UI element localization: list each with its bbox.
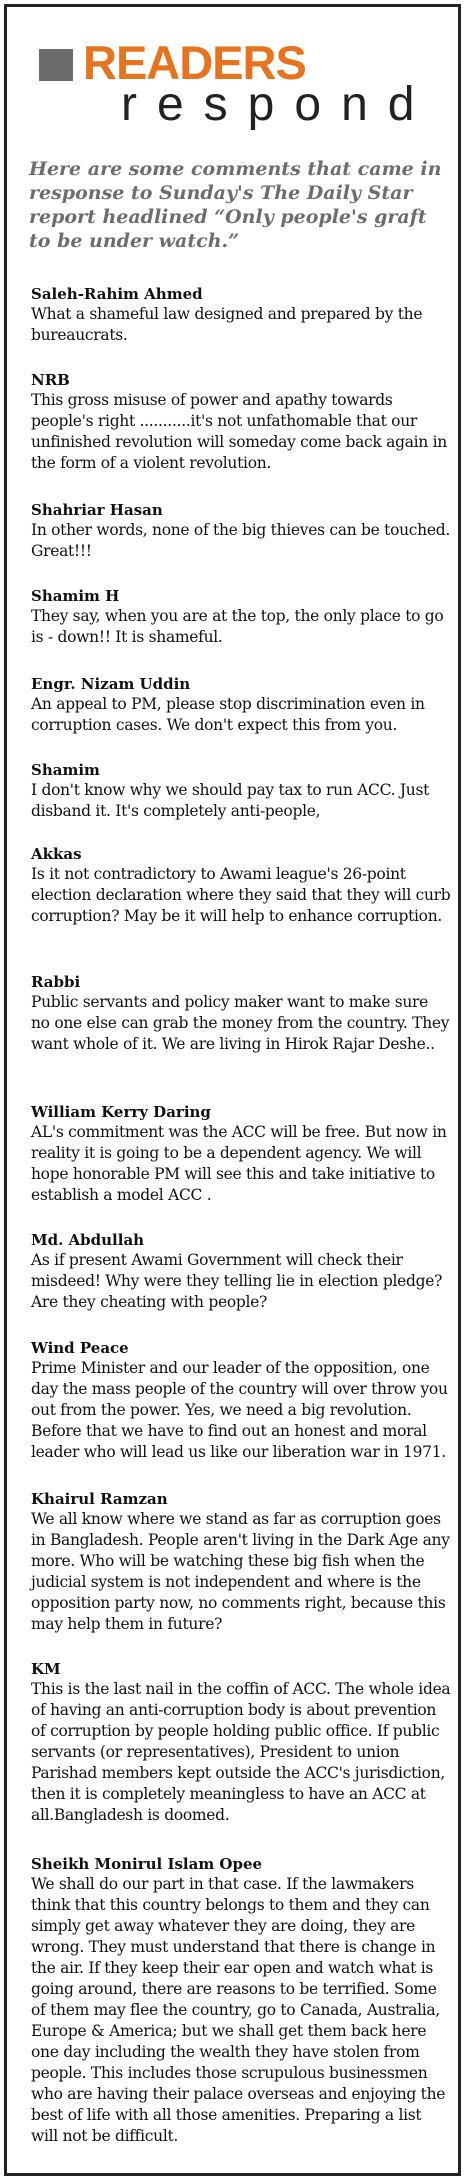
comment-author: Shahriar Hasan [31, 501, 163, 519]
comment [31, 674, 451, 736]
comment-author: Khairul Ramzan [31, 1490, 168, 1508]
header-title-respond: respond [121, 78, 435, 131]
header-square-icon [39, 49, 73, 81]
comment-text: We shall do our part in that case. If the lawmakers think that this country belongs to them and they can simply get away whatever they are doing, they are wrong. They must understand that there is change in the air. If they keep their ear open and watch what is going around, there are reasons to be terrified. Some of them may flee the country, go to Canada, Australia, Europe & America; but we shall get them back here one day including the wealth they have stolen from people. This includes those scrupulous businessmen who are having their palace overseas and enjoying the best of life with all those amenities. Preparing a list will not be difficult. [31, 1875, 446, 2145]
comment-text: Prime Minister and our leader of the opposition, one day the mass people of the country will over throw you out from the power. Yes, we need a big revolution. Before that we have to find out an honest and moral leader who will lead us like our liberation war in 1971. [31, 1359, 448, 1461]
comment-author: KM [31, 1660, 61, 1678]
article-frame [4, 4, 461, 2176]
comment [31, 844, 451, 927]
comment [31, 1230, 451, 1313]
comment [31, 500, 451, 562]
comment [31, 284, 451, 346]
comment-text: Is it not contradictory to Awami league's 26-point election declaration where they said that they will curb corruption? May be it will help to enhance corruption. [31, 865, 451, 925]
comment-text: This is the last nail in the coffin of ACC. The whole idea of having an anti-corruption body is about prevention of corruption by people holding public office. If public servants (or representatives), President to union Parishad members kept outside the ACC's jurisdiction, then it is completely meaningless to have an ACC at all.Bangladesh is doomed. [31, 1680, 451, 1824]
header-title-readers: READERS [83, 36, 306, 89]
comment-text: Public servants and policy maker want to make sure no one else can grab the money from the country. They want whole of it. We are living in Hirok Rajar Deshe.. [31, 993, 450, 1053]
comment-author: William Kerry Daring [31, 1103, 211, 1121]
comment [31, 586, 451, 648]
column-header [31, 35, 451, 131]
comment-author: Md. Abdullah [31, 1231, 145, 1249]
comment-author: Akkas [31, 845, 82, 863]
comment-author: Engr. Nizam Uddin [31, 675, 191, 693]
comment-author: Rabbi [31, 973, 81, 991]
comment [31, 370, 451, 474]
comment-text: I don't know why we should pay tax to run ACC. Just disband it. It's completely anti-people, [31, 781, 430, 820]
comment-author: Shamim H [31, 587, 120, 605]
comment-text: What a shameful law designed and prepared by the bureaucrats. [31, 305, 423, 344]
comment [31, 1338, 451, 1463]
comment-author: NRB [31, 371, 70, 389]
comment [31, 1854, 451, 2147]
comment-text: This gross misuse of power and apathy towards people's right ...........it's not unfathomable that our unfinished revolution will someday come back again in the form of a violent revolution. [31, 391, 447, 472]
comment [31, 1102, 451, 1206]
comment-text: In other words, none of the big thieves can be touched. Great!!! [31, 521, 450, 560]
comment-author: Shamim [31, 761, 100, 779]
comment [31, 1489, 451, 1635]
comment-author: Wind Peace [31, 1339, 129, 1357]
comment-text: As if present Awami Government will check their misdeed! Why were they telling lie in election pledge? Are they cheating with people? [31, 1251, 443, 1311]
comment [31, 760, 451, 822]
comment-text: An appeal to PM, please stop discrimination even in corruption cases. We don't expect this from you. [31, 695, 425, 734]
comment-text: AL's commitment was the ACC will be free. But now in reality it is going to be a dependent agency. We will hope honorable PM will see this and take initiative to establish a model ACC . [31, 1123, 447, 1204]
intro-text: Here are some comments that came in response to Sunday's The Daily Star report headlined “Only people's graft to be under watch.” [29, 158, 442, 252]
comment-text: We all know where we stand as far as corruption goes in Bangladesh. People aren't living in the Dark Age any more. Who will be watching these big fish when the judicial system is not independent and where is the opposition party now, no comments right, because this may help them in future? [31, 1510, 450, 1633]
comment [31, 1659, 451, 1826]
comment-author: Saleh-Rahim Ahmed [31, 285, 203, 303]
comment [31, 972, 451, 1055]
comment-author: Sheikh Monirul Islam Opee [31, 1855, 263, 1873]
comment-text: They say, when you are at the top, the only place to go is - down!! It is shameful. [31, 607, 444, 646]
